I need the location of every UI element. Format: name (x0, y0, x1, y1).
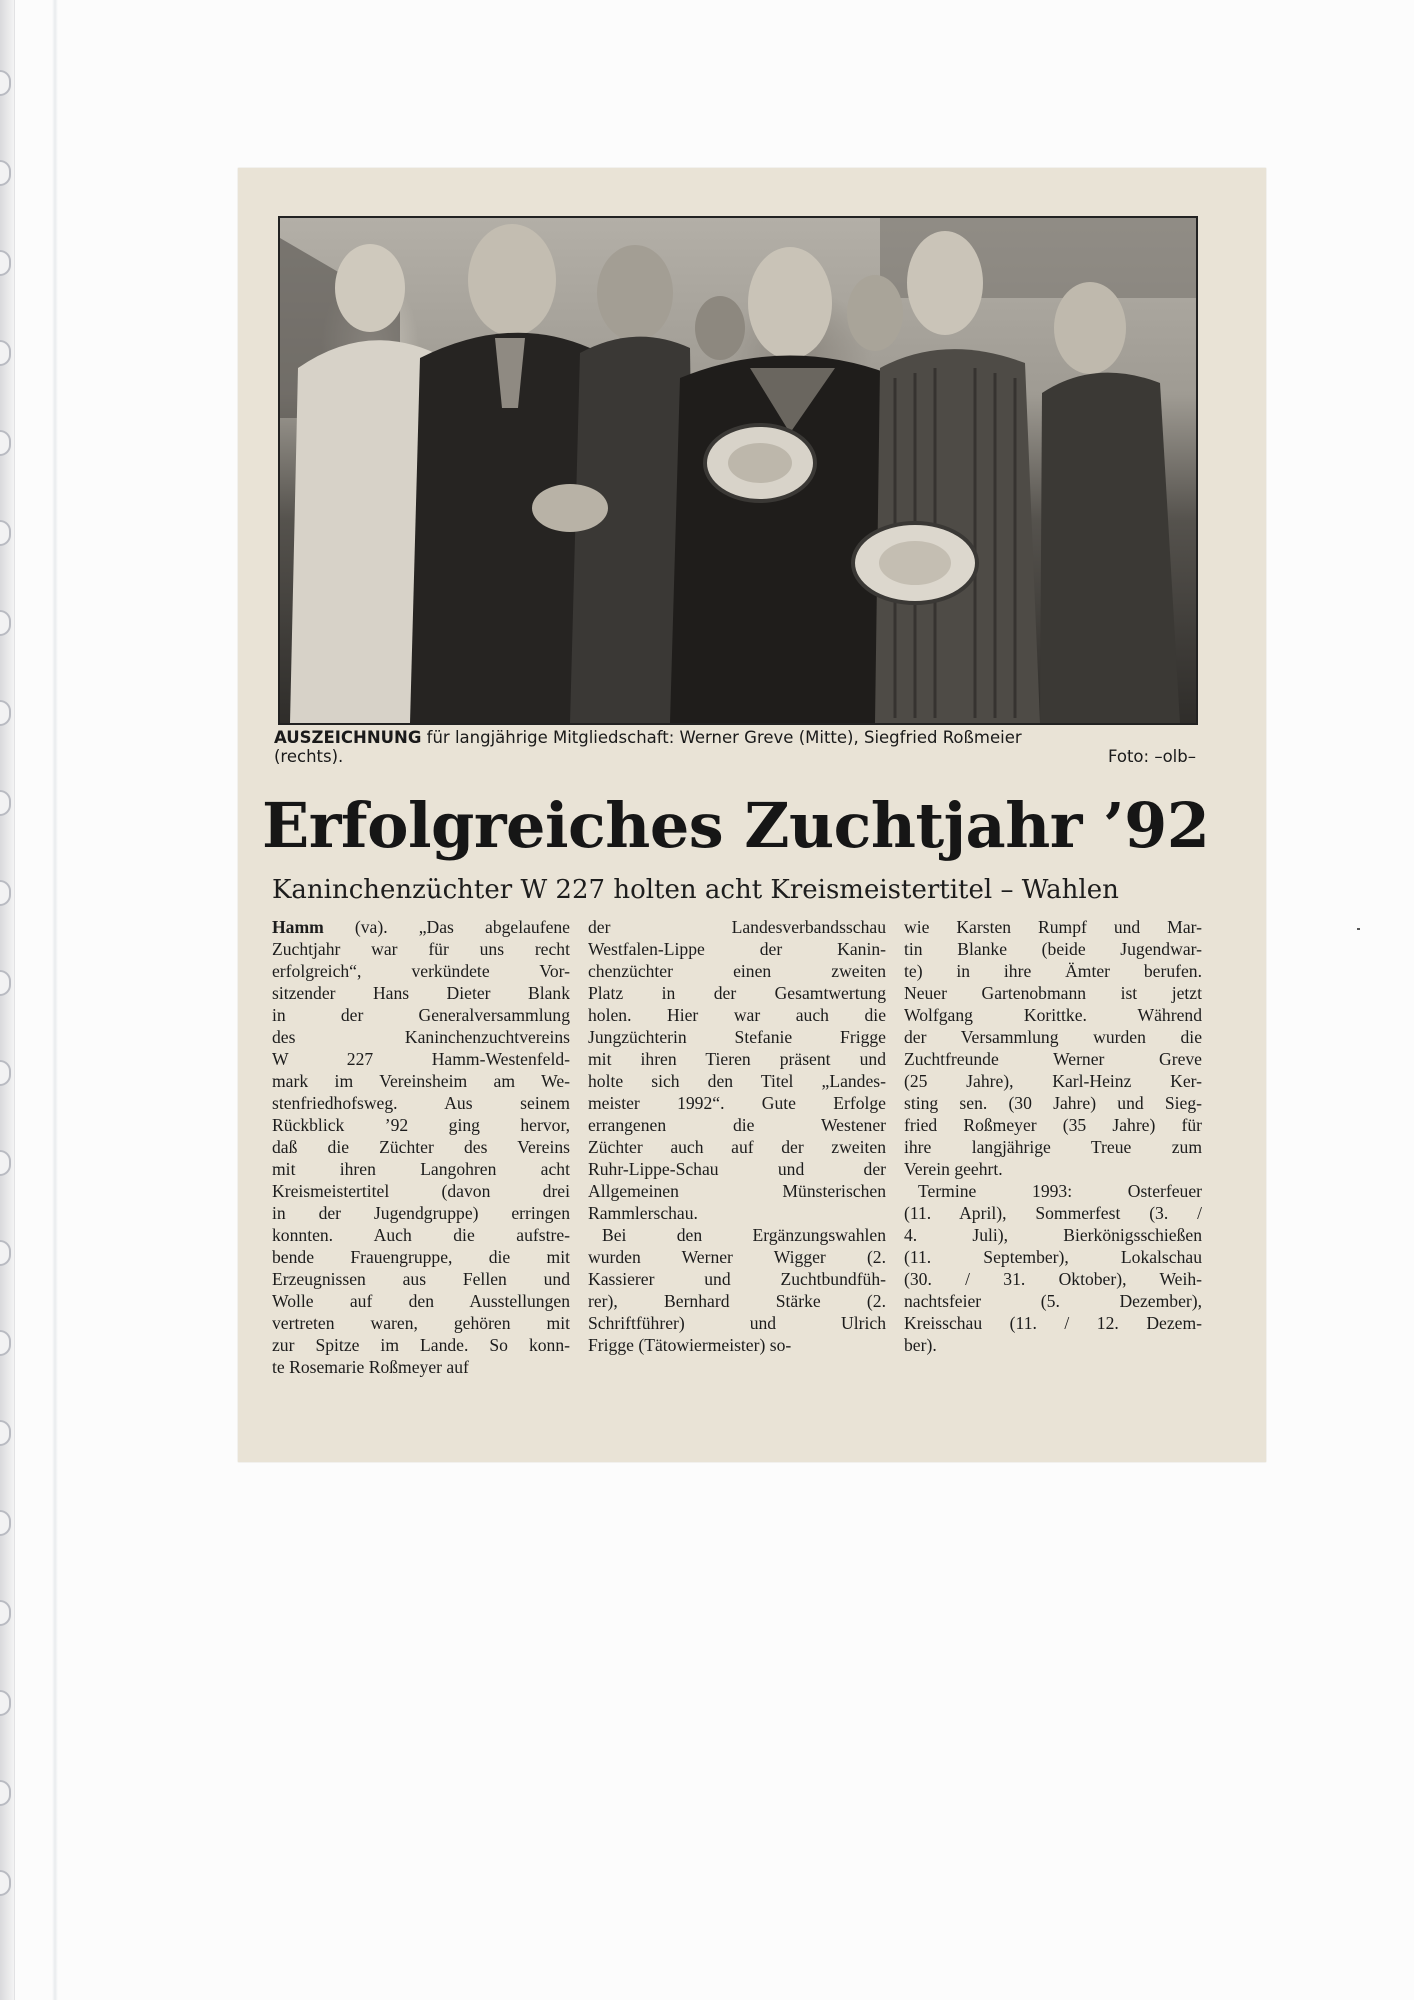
column-line: Neuer Gartenobmann ist jetzt (904, 983, 1202, 1003)
column-line: holte sich den Titel „Landes- (588, 1071, 886, 1091)
column-line: daß die Züchter des Vereins (272, 1137, 570, 1157)
column-line: erfolgreich“, verkündete Vor- (272, 961, 570, 981)
column-line: Züchter auch auf der zweiten (588, 1137, 886, 1157)
column-line: meister 1992“. Gute Erfolge (588, 1093, 886, 1113)
column-line: Wolle auf den Ausstellungen (272, 1291, 570, 1311)
column-line: in der Generalversammlung (272, 1005, 570, 1025)
dateline: Hamm (272, 917, 324, 937)
column-line: konnten. Auch die aufstre- (272, 1225, 570, 1245)
column-line: mit ihren Tieren präsent und (588, 1049, 886, 1069)
column-line: fried Roßmeyer (35 Jahre) für (904, 1115, 1202, 1135)
column-line: (30. / 31. Oktober), Weih- (904, 1269, 1202, 1289)
sleeve-reflection (52, 0, 58, 2000)
column-line: bende Frauengruppe, die mit (272, 1247, 570, 1267)
group-photo (278, 216, 1198, 725)
caption-text-continued: (rechts). (274, 747, 344, 766)
group-photo-figures (280, 218, 1196, 723)
column-line: mit ihren Langohren acht (272, 1159, 570, 1179)
column-line: ihre langjährige Treue zum (904, 1137, 1202, 1157)
column-line: errangenen die Westener (588, 1115, 886, 1135)
column-line: des Kaninchenzuchtvereins (272, 1027, 570, 1047)
column-line: Zuchtjahr war für uns recht (272, 939, 570, 959)
column-line: (11. September), Lokalschau (904, 1247, 1202, 1267)
article-subheadline: Kaninchenzüchter W 227 holten acht Kreismeistertitel – Wahlen (272, 875, 1119, 905)
column-line: Platz in der Gesamtwertung (588, 983, 886, 1003)
scan-speck (1357, 928, 1360, 930)
column-line: Kreisschau (11. / 12. Dezem- (904, 1313, 1202, 1333)
column-line: mark im Vereinsheim am We- (272, 1071, 570, 1091)
column-line: nachtsfeier (5. Dezember), (904, 1291, 1202, 1311)
column-line: Westfalen-Lippe der Kanin- (588, 939, 886, 959)
column-line: (11. April), Sommerfest (3. / (904, 1203, 1202, 1223)
caption-lead: AUSZEICHNUNG (274, 728, 422, 747)
column-line: Ruhr-Lippe-Schau und der (588, 1159, 886, 1179)
column-line: Rückblick ’92 ging hervor, (272, 1115, 570, 1135)
column-line: Allgemeinen Münsterischen (588, 1181, 886, 1201)
column-line: Kreismeistertitel (davon drei (272, 1181, 570, 1201)
article-body (272, 916, 1202, 1426)
column-line: der Landesverbandsschau (588, 917, 886, 937)
column-line: Jungzüchterin Stefanie Frigge (588, 1027, 886, 1047)
column-line: wie Karsten Rumpf und Mar- (904, 917, 1202, 937)
caption-text: für langjährige Mitgliedschaft: Werner Greve (Mitte), Siegfried Roßmeier (421, 728, 1022, 747)
column-line: zur Spitze im Lande. So konn- (272, 1335, 570, 1355)
article-headline: Erfolgreiches Zuchtjahr ’92 (262, 789, 1210, 862)
article-column-1 (272, 916, 570, 1426)
column-line: sitzender Hans Dieter Blank (272, 983, 570, 1003)
column-line: (25 Jahre), Karl-Heinz Ker- (904, 1071, 1202, 1091)
column-line: Wolfgang Korittke. Während (904, 1005, 1202, 1025)
column-line: te Rosemarie Roßmeyer auf (272, 1357, 469, 1377)
column-line: vertreten waren, gehören mit (272, 1313, 570, 1333)
column-line: in der Jugendgruppe) erringen (272, 1203, 570, 1223)
column-line: Kassierer und Zuchtbundfüh- (588, 1269, 886, 1289)
column-line: Hamm (va). „Das abgelaufene (272, 917, 570, 937)
column-line: ber). (904, 1335, 937, 1355)
column-line: Rammlerschau. (588, 1203, 698, 1223)
column-line: rer), Bernhard Stärke (2. (588, 1291, 886, 1311)
photo-credit: Foto: –olb– (1107, 747, 1196, 766)
column-line: chenzüchter einen zweiten (588, 961, 886, 981)
column-line: Schriftführer) und Ulrich (588, 1313, 886, 1333)
column-line: tin Blanke (beide Jugendwar- (904, 939, 1202, 959)
column-line: Termine 1993: Osterfeuer (918, 1181, 1202, 1201)
column-line: W 227 Hamm-Westenfeld- (272, 1049, 570, 1069)
column-line: sting sen. (30 Jahre) und Sieg- (904, 1093, 1202, 1113)
column-line: der Versammlung wurden die (904, 1027, 1202, 1047)
column-line: 4. Juli), Bierkönigsschießen (904, 1225, 1202, 1245)
column-line: holen. Hier war auch die (588, 1005, 886, 1025)
column-line: Zuchtfreunde Werner Greve (904, 1049, 1202, 1069)
column-line: Erzeugnissen aus Fellen und (272, 1269, 570, 1289)
column-line: wurden Werner Wigger (2. (588, 1247, 886, 1267)
column-line: Bei den Ergänzungswahlen (602, 1225, 886, 1245)
article-column-2 (588, 916, 886, 1426)
photo-caption (274, 728, 1196, 766)
column-line: Frigge (Tätowiermeister) so- (588, 1335, 792, 1355)
column-line: stenfriedhofsweg. Aus seinem (272, 1093, 570, 1113)
column-line: te) in ihre Ämter berufen. (904, 961, 1202, 981)
column-line: Verein geehrt. (904, 1159, 1003, 1179)
newspaper-clipping (238, 168, 1266, 1462)
article-column-3 (904, 916, 1202, 1426)
